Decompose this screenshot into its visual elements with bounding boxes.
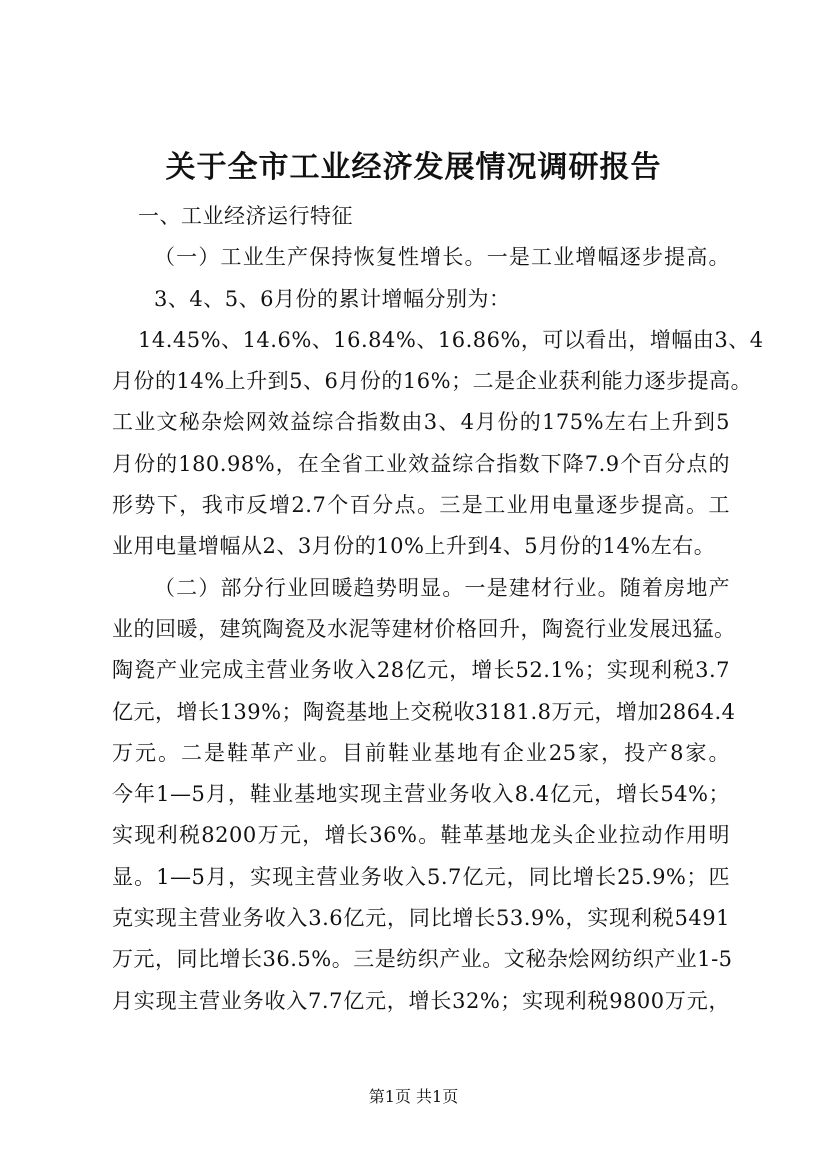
document-body xyxy=(112,196,764,1022)
paragraph-line: 业的回暖，建筑陶瓷及水泥等建材价格回升，陶瓷行业发展迅猛。 xyxy=(112,616,736,641)
paragraph-line: 工业文秘杂烩网效益综合指数由3、4月份的175%左右上升到5 xyxy=(112,410,730,435)
paragraph-line: 亿元，增长139%；陶瓷基地上交税收3181.8万元，增加2864.4 xyxy=(112,699,736,724)
paragraph-line: 今年1—5月，鞋业基地实现主营业务收入8.4亿元，增长54%； xyxy=(112,782,730,807)
section-heading: 一、工业经济运行特征 xyxy=(138,204,353,228)
paragraph-line: 克实现主营业务收入3.6亿元，同比增长53.9%，实现利税5491 xyxy=(112,906,730,931)
paragraph-line: 14.45%、14.6%、16.84%、16.86%，可以看出，增幅由3、4 xyxy=(138,327,764,352)
paragraph-line: 实现利税8200万元，增长36%。鞋革基地龙头企业拉动作用明 xyxy=(112,823,730,848)
paragraph-line: （一）工业生产保持恢复性增长。一是工业增幅逐步提高。 xyxy=(154,245,730,270)
paragraph-line: 月实现主营业务收入7.7亿元，增长32%；实现利税9800万元， xyxy=(112,988,730,1013)
paragraph-line: （二）部分行业回暖趋势明显。一是建材行业。随着房地产 xyxy=(154,575,730,600)
paragraph-line: 万元，同比增长36.5%。三是纺织产业。文秘杂烩网纺织产业1-5 xyxy=(112,947,733,972)
paragraph-line: 万元。二是鞋革产业。目前鞋业基地有企业25家，投产8家。 xyxy=(112,740,730,765)
paragraph-line: 3、4、5、6月份的累计增幅分别为： xyxy=(154,286,511,311)
paragraph-line: 月份的14%上升到5、6月份的16%；二是企业获利能力逐步提高。 xyxy=(112,369,753,394)
page-number-footer: 第1页 共1页 xyxy=(368,1087,459,1106)
document-title: 关于全市工业经济发展情况调研报告 xyxy=(165,150,662,185)
paragraph-line: 显。1—5月，实现主营业务收入5.7亿元，同比增长25.9%；匹 xyxy=(112,864,730,889)
paragraph-line: 陶瓷产业完成主营业务收入28亿元，增长52.1%；实现利税3.7 xyxy=(112,658,730,683)
paragraph-line: 形势下，我市反增2.7个百分点。三是工业用电量逐步提高。工 xyxy=(112,493,730,518)
paragraph-line: 业用电量增幅从2、3月份的10%上升到4、5月份的14%左右。 xyxy=(112,534,716,559)
paragraph-line: 月份的180.98%，在全省工业效益综合指数下降7.9个百分点的 xyxy=(112,451,730,476)
